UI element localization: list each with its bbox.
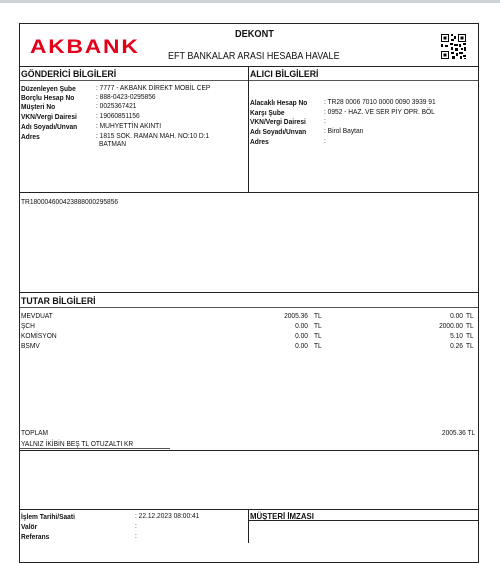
amount-row-name: ŞCH [21, 321, 35, 330]
divider-parties-bottom [19, 192, 479, 193]
sender-tax-label: VKN/Vergi Dairesi [21, 112, 77, 121]
sender-name-value: : MUHYETTİN AKINTI [96, 121, 162, 130]
document-title: DEKONT [235, 29, 274, 40]
receiver-account-value: : TR28 0006 7010 0000 0090 3939 91 [324, 97, 436, 106]
amount-row-name: KOMİSYON [21, 331, 57, 340]
amount-row-currency: TL [314, 331, 322, 340]
receiver-address-label: Adres [250, 137, 269, 146]
divider-header [19, 66, 479, 67]
total-label: TOPLAM [21, 428, 49, 437]
sender-branch-label: Düzenleyen Şube [21, 84, 76, 93]
amount-row-value: 2005.36 [284, 311, 308, 320]
amount-row-other-currency: TL [466, 311, 474, 320]
value-date-label: Valör [21, 522, 38, 531]
sender-branch-value: : 7777 - AKBANK DİREKT MOBİL CEP [96, 83, 211, 92]
sender-customer-label: Müşteri No [21, 102, 56, 111]
total-value: 2005.36 TL [441, 428, 475, 437]
amount-row-name: BSMV [21, 341, 40, 350]
amount-row-other-currency: TL [466, 341, 474, 350]
divider-footer [19, 509, 479, 510]
amount-row-name: MEVDUAT [21, 311, 53, 320]
amount-row-other-value: 0.26 [450, 341, 463, 350]
akbank-logo: AKBANK [30, 37, 140, 58]
receiver-section-title: ALICI BİLGİLERİ [250, 69, 319, 80]
receiver-tax-label: VKN/Vergi Dairesi [250, 117, 306, 126]
reference-label: Referans [21, 532, 50, 541]
amount-row-currency: TL [314, 311, 322, 320]
amount-row-value: 0.00 [295, 331, 308, 340]
receiver-name-value: : Birol Baytan [324, 126, 364, 135]
receiver-branch-value: : 0952 - HAZ. VE SER PİY OPR. BÖL [324, 107, 435, 116]
sender-customer-value: : 0025367421 [96, 101, 137, 110]
sender-tax-value: : 19060851156 [96, 111, 140, 120]
amount-row-other-value: 5.10 [450, 331, 463, 340]
amount-row-value: 0.00 [295, 321, 308, 330]
sender-section-title: GÖNDERİCİ BİLGİLERİ [21, 69, 117, 80]
divider-description-bottom [19, 292, 479, 293]
amount-row-value: 0.00 [295, 341, 308, 350]
amount-row-currency: TL [314, 341, 322, 350]
amount-row-other-value: 0.00 [450, 311, 463, 320]
amount-in-words-underline [20, 448, 170, 449]
amounts-section-title: TUTAR BİLGİLERİ [21, 296, 96, 307]
receiver-account-label: Alacaklı Hesap No [250, 98, 308, 107]
reference-value: : [135, 531, 137, 540]
value-date-value: : [135, 521, 137, 530]
sender-account-label: Borçlu Hesap No [21, 93, 75, 102]
receiver-branch-label: Karşı Şube [250, 108, 285, 117]
qr-code-icon [440, 33, 467, 60]
amount-row-currency: TL [314, 321, 322, 330]
amount-row-other-value: 2000.00 [439, 321, 463, 330]
transaction-date-label: İşlem Tarihi/Saati [21, 512, 75, 521]
sender-name-label: Adı Soyadı/Unvan [21, 122, 78, 131]
receiver-title-underline [249, 80, 478, 81]
transaction-description: TR180004600423888000295856 [21, 197, 119, 206]
divider-parties [248, 66, 249, 192]
sender-title-underline [20, 80, 248, 81]
amount-row-other-currency: TL [466, 321, 474, 330]
transaction-date-value: : 22.12.2023 08:00:41 [135, 511, 200, 520]
divider-amounts-bottom [19, 450, 479, 451]
receiver-address-value: : [324, 136, 326, 145]
divider-footer-mid [248, 509, 249, 543]
customer-signature-title: MÜŞTERİ İMZASI [250, 511, 314, 521]
sender-address-label: Adres [21, 132, 40, 141]
receiver-name-label: Adı Soyadı/Unvan [250, 127, 307, 136]
document-subtitle: EFT BANKALAR ARASI HESABA HAVALE [168, 51, 340, 62]
top-border [0, 0, 500, 3]
sender-address-value-line2: BATMAN [99, 139, 127, 148]
sender-account-value: : 888-0423-0295856 [96, 92, 156, 101]
sender-address-value: : 1815 SOK. RAMAN MAH. NO:10 D:1 [96, 131, 210, 140]
amount-in-words: YALNIZ İKİBİN BEŞ TL OTUZALTI KR [21, 439, 134, 448]
amount-row-other-currency: TL [466, 331, 474, 340]
receiver-tax-value: : [324, 116, 326, 125]
amounts-title-underline [20, 307, 478, 308]
